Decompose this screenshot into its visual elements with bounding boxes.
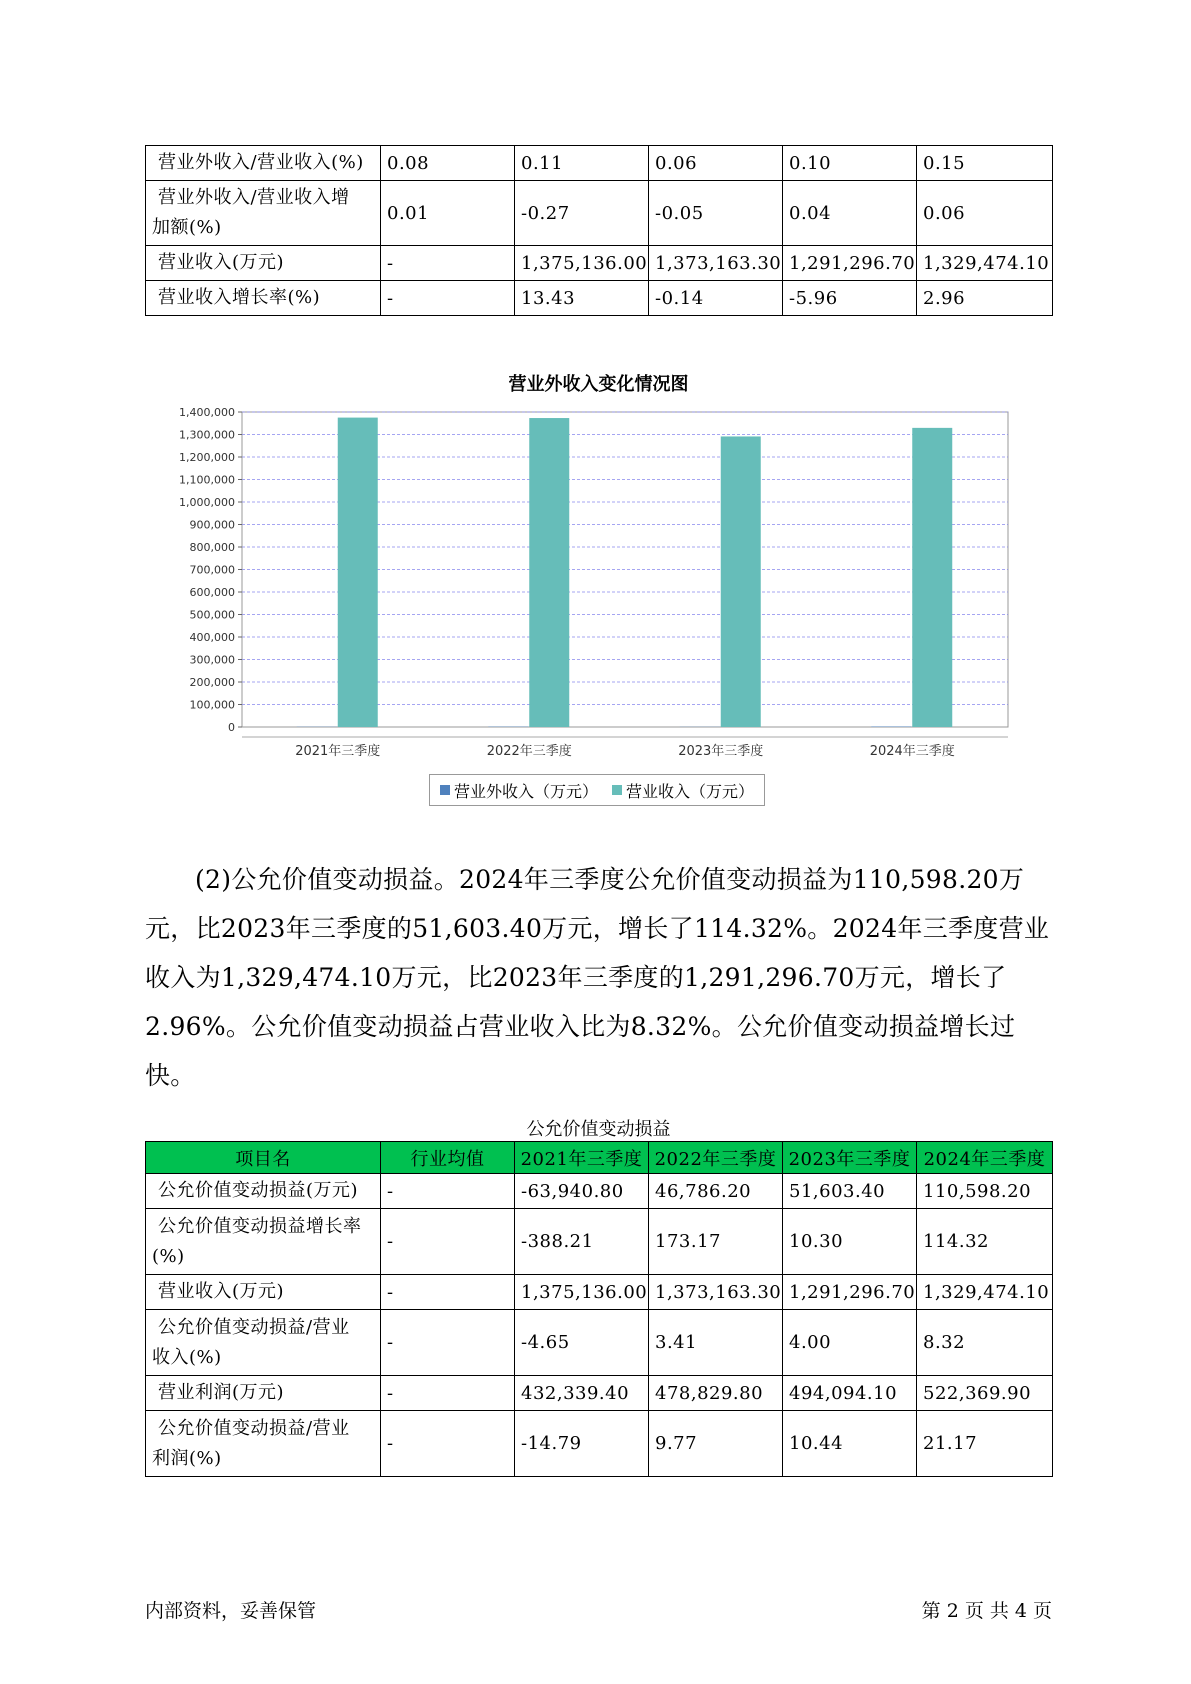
table-cell: 0.01	[381, 181, 515, 246]
y-tick-label: 400,000	[189, 631, 235, 644]
table-cell: 10.44	[783, 1411, 917, 1477]
table-cell: -0.14	[649, 281, 783, 316]
table-row	[146, 1275, 1053, 1310]
table-cell: 432,339.40	[515, 1376, 649, 1411]
table-cell: 494,094.10	[783, 1376, 917, 1411]
page-label: 第 2 页	[921, 1600, 984, 1622]
table-cell: 0.04	[783, 181, 917, 246]
table-row	[146, 1209, 1053, 1275]
legend-item-non-operating-income	[440, 779, 598, 802]
y-tick-label: 700,000	[189, 563, 235, 577]
bar-operating-revenue	[721, 436, 761, 727]
total-pages-label: 共 4 页	[989, 1600, 1052, 1622]
x-tick-label: 2023年三季度	[678, 744, 764, 759]
table-header-row	[146, 1142, 1053, 1174]
footer-page-number	[922, 1596, 1052, 1623]
y-tick-label: 200,000	[189, 676, 235, 689]
table-cell: -5.96	[783, 281, 917, 316]
row-label: 营业外收入/营业收入(%)	[146, 146, 381, 181]
row-label: 公允价值变动损益(万元)	[146, 1174, 381, 1209]
chart-legend	[429, 774, 765, 806]
legend-swatch	[612, 785, 622, 795]
table-cell: 1,375,136.00	[515, 1275, 649, 1310]
y-tick-label: 100,000	[189, 698, 235, 712]
row-label: 营业外收入/营业收入增 加额(%)	[146, 181, 381, 246]
x-tick-label: 2024年三季度	[869, 744, 955, 759]
table-cell: 9.77	[649, 1411, 783, 1477]
table-caption: 公允价值变动损益	[526, 1119, 671, 1140]
table-cell: 3.41	[649, 1310, 783, 1376]
table-cell: 0.11	[515, 146, 649, 181]
y-tick-label: 600,000	[189, 586, 235, 599]
table-cell: 4.00	[783, 1310, 917, 1376]
table-cell: 10.30	[783, 1209, 917, 1275]
analysis-paragraph: (2)公允价值变动损益。2024年三季度公允价值变动损益为110,598.20万元，比2023年三季度的51,603.40万元，增长了114.32%。2024年三季度营业收入为1,329,474.10万元，比2023年三季度的1,291,296.70万元，增长了2.96%。公允价值变动损益占营业收入比为8.32%。公允价值变动损益增长过快。	[145, 865, 1050, 1090]
table-cell: 13.43	[515, 281, 649, 316]
table-cell: -0.05	[649, 181, 783, 246]
table-row	[146, 1310, 1053, 1376]
row-label: 营业收入(万元)	[146, 246, 381, 281]
table-cell: 1,375,136.00	[515, 246, 649, 281]
row-label: 营业收入增长率(%)	[146, 281, 381, 316]
table-cell: -	[381, 1376, 515, 1411]
table-row	[146, 246, 1053, 281]
table-cell: 51,603.40	[783, 1174, 917, 1209]
table-cell: 0.08	[381, 146, 515, 181]
table-cell: -14.79	[515, 1411, 649, 1477]
row-label: 公允价值变动损益/营业 收入(%)	[146, 1310, 381, 1376]
table-cell: 21.17	[917, 1411, 1053, 1477]
column-header: 2023年三季度	[783, 1142, 917, 1174]
table-cell: 1,291,296.70	[783, 1275, 917, 1310]
table-cell: 8.32	[917, 1310, 1053, 1376]
table-cell: -4.65	[515, 1310, 649, 1376]
y-tick-label: 1,200,000	[179, 451, 235, 464]
table-cell: 1,329,474.10	[917, 1275, 1053, 1310]
table-cell: -	[381, 1310, 515, 1376]
table-cell: 2.96	[917, 281, 1053, 316]
y-tick-label: 300,000	[189, 653, 235, 667]
table-cell: -	[381, 1174, 515, 1209]
table-cell: 0.10	[783, 146, 917, 181]
table-row	[146, 181, 1053, 246]
table-cell: -	[381, 246, 515, 281]
bar-operating-revenue	[529, 418, 569, 727]
column-header: 行业均值	[381, 1142, 515, 1174]
table-cell: 478,829.80	[649, 1376, 783, 1411]
row-label: 营业利润(万元)	[146, 1376, 381, 1411]
y-tick-label: 1,300,000	[179, 428, 235, 442]
table-cell: -	[381, 1411, 515, 1477]
table-cell: -63,940.80	[515, 1174, 649, 1209]
x-tick-label: 2021年三季度	[295, 744, 381, 759]
table-row	[146, 146, 1053, 181]
table-cell: -	[381, 1209, 515, 1275]
table-row	[146, 1411, 1053, 1477]
bar-operating-revenue	[338, 418, 378, 727]
row-label: 公允价值变动损益/营业 利润(%)	[146, 1411, 381, 1477]
table-cell: 1,373,163.30	[649, 246, 783, 281]
y-tick-label: 1,000,000	[179, 496, 235, 509]
table-cell: 522,369.90	[917, 1376, 1053, 1411]
fair-value-table	[145, 1141, 1053, 1477]
table-cell: -0.27	[515, 181, 649, 246]
bar-operating-revenue	[912, 428, 952, 727]
chart-canvas	[145, 360, 1052, 810]
column-header: 项目名	[146, 1142, 381, 1174]
table-cell: 114.32	[917, 1209, 1053, 1275]
y-tick-label: 1,400,000	[179, 406, 235, 419]
table-row	[146, 281, 1053, 316]
column-header: 2021年三季度	[515, 1142, 649, 1174]
y-tick-label: 800,000	[189, 541, 235, 554]
legend-label: 营业外收入（万元）	[454, 781, 599, 801]
table-cell: -388.21	[515, 1209, 649, 1275]
row-label: 营业收入(万元)	[146, 1275, 381, 1310]
chart-title: 营业外收入变化情况图	[508, 374, 689, 395]
column-header: 2022年三季度	[649, 1142, 783, 1174]
table-cell: 1,329,474.10	[917, 246, 1053, 281]
legend-item-operating-revenue	[612, 779, 754, 802]
table-row	[146, 1174, 1053, 1209]
column-header: 2024年三季度	[917, 1142, 1053, 1174]
table-cell: 0.06	[917, 181, 1053, 246]
y-tick-label: 1,100,000	[179, 473, 235, 487]
table-cell: 173.17	[649, 1209, 783, 1275]
table-cell: -	[381, 281, 515, 316]
table-cell: 0.15	[917, 146, 1053, 181]
table-cell: 0.06	[649, 146, 783, 181]
income-chart	[145, 360, 1052, 810]
table-cell: 1,291,296.70	[783, 246, 917, 281]
table-cell: 1,373,163.30	[649, 1275, 783, 1310]
legend-label: 营业收入（万元）	[626, 781, 755, 801]
legend-swatch	[440, 785, 450, 795]
y-tick-label: 0	[228, 721, 235, 734]
table-cell: 110,598.20	[917, 1174, 1053, 1209]
row-label: 公允价值变动损益增长率 (%)	[146, 1209, 381, 1275]
table-row	[146, 1376, 1053, 1411]
x-tick-label: 2022年三季度	[486, 744, 572, 759]
y-tick-label: 900,000	[189, 518, 235, 532]
table-cell: 46,786.20	[649, 1174, 783, 1209]
footer-confidential-note: 内部资料，妥善保管	[145, 1600, 317, 1622]
income-ratio-table	[145, 145, 1053, 316]
y-tick-label: 500,000	[189, 608, 235, 622]
table-cell: -	[381, 1275, 515, 1310]
